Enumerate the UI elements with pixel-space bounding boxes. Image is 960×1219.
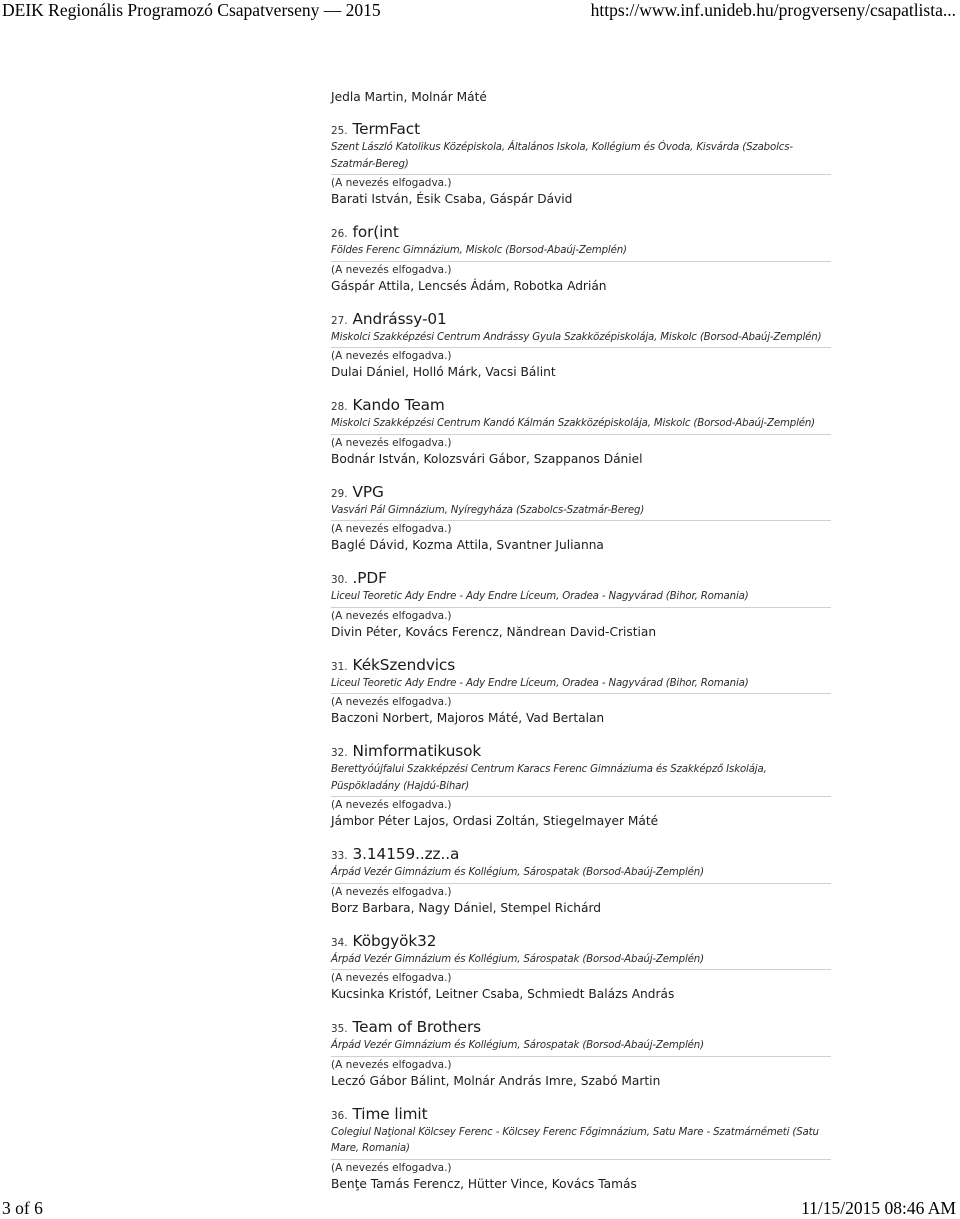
- team-number: 34.: [331, 936, 348, 949]
- registration-status: (A nevezés elfogadva.): [331, 609, 452, 622]
- team-name: KékSzendvics: [352, 655, 456, 674]
- print-datetime: 11/15/2015 08:46 AM: [801, 1198, 956, 1218]
- team-heading: [331, 118, 831, 140]
- team-name: Team of Brothers: [352, 1018, 481, 1036]
- registration-status: (A nevezés elfogadva.): [331, 350, 452, 362]
- team-members: Bodnár István, Kolozsvári Gábor, Szappanos Dániel: [331, 451, 643, 466]
- team-heading: [331, 394, 831, 416]
- registration-status: (A nevezés elfogadva.): [331, 263, 452, 276]
- team-entry: [331, 740, 831, 830]
- print-header: [0, 0, 960, 24]
- team-members: Barati István, Ésik Csaba, Gáspár Dávid: [331, 192, 573, 206]
- team-entry: [331, 654, 831, 728]
- team-number: 33.: [331, 850, 348, 862]
- page-number: 3 of 6: [2, 1198, 43, 1218]
- print-footer: [0, 1198, 960, 1218]
- team-entry: [331, 394, 831, 468]
- team-school: Miskolci Szakképzési Centrum Kandó Kálmán Szakközépiskolája, Miskolc (Borsod-Abaúj-Zemplén): [331, 416, 831, 435]
- teams-container: [331, 118, 831, 1193]
- team-heading: [331, 843, 831, 865]
- team-members: Gáspár Attila, Lencsés Ádám, Robotka Adrián: [331, 278, 607, 293]
- registration-status: (A nevezés elfogadva.): [331, 523, 452, 535]
- team-name: TermFact: [352, 120, 420, 138]
- print-header-title: DEIK Regionális Programozó Csapatverseny — 2015: [2, 0, 381, 20]
- team-entry: [331, 567, 831, 641]
- team-entry: [331, 1016, 831, 1090]
- registration-status: (A nevezés elfogadva.): [331, 177, 452, 189]
- team-number: 30.: [331, 574, 348, 586]
- team-name: Time limit: [352, 1104, 428, 1123]
- team-heading: [331, 740, 831, 762]
- team-school: Földes Ferenc Gimnázium, Miskolc (Borsod-Abaúj-Zemplén): [331, 243, 831, 262]
- team-name: VPG: [352, 482, 384, 501]
- team-heading: [331, 1103, 831, 1125]
- team-school: Vasvári Pál Gimnázium, Nyíregyháza (Szabolcs-Szatmár-Bereg): [331, 503, 831, 522]
- team-number: 31.: [331, 660, 348, 673]
- team-heading: [331, 930, 831, 952]
- team-name: .PDF: [352, 569, 387, 587]
- team-number: 28.: [331, 401, 348, 413]
- team-entry: [331, 1103, 831, 1193]
- team-number: 27.: [331, 314, 348, 327]
- team-members: Leczó Gábor Bálint, Molnár András Imre, Szabó Martin: [331, 1073, 661, 1088]
- team-members: Divin Péter, Kovács Ferencz, Năndrean David-Cristian: [331, 624, 657, 639]
- team-members: Baczoni Norbert, Majoros Máté, Vad Bertalan: [331, 711, 605, 725]
- team-school: Berettyóújfalui Szakképzési Centrum Karacs Ferenc Gimnáziuma és Szakképző Iskolája, Püspökladány (Hajdú-Bihar): [331, 762, 831, 797]
- team-heading: [331, 654, 831, 676]
- team-school: Árpád Vezér Gimnázium és Kollégium, Sárospatak (Borsod-Abaúj-Zemplén): [331, 1038, 831, 1057]
- team-members: Jedla Martin, Molnár Máté: [331, 90, 487, 104]
- team-school: Miskolci Szakképzési Centrum Andrássy Gyula Szakközépiskolája, Miskolc (Borsod-Abaúj-Zemplén): [331, 330, 831, 349]
- team-school: Liceul Teoretic Ady Endre - Ady Endre Líceum, Oradea - Nagyvárad (Bihor, Romania): [331, 676, 831, 695]
- team-members: Dulai Dániel, Holló Márk, Vacsi Bálint: [331, 365, 556, 379]
- team-heading: [331, 308, 831, 330]
- team-name: Kando Team: [352, 396, 445, 414]
- team-heading: [331, 481, 831, 503]
- team-number: 25.: [331, 125, 348, 137]
- team-number: 35.: [331, 1023, 348, 1035]
- team-school: Árpád Vezér Gimnázium és Kollégium, Sárospatak (Borsod-Abaúj-Zemplén): [331, 952, 831, 971]
- team-school: Szent László Katolikus Középiskola, Általános Iskola, Kollégium és Óvoda, Kisvárda (Szabolcs-Szatmár-Bereg): [331, 140, 831, 175]
- registration-status: (A nevezés elfogadva.): [331, 972, 452, 984]
- team-name: Andrássy-01: [352, 309, 447, 328]
- team-number: 32.: [331, 747, 348, 759]
- registration-status: (A nevezés elfogadva.): [331, 436, 452, 449]
- team-name: for(int: [352, 223, 399, 241]
- team-heading: [331, 221, 831, 243]
- registration-status: (A nevezés elfogadva.): [331, 1058, 452, 1071]
- team-entry: [331, 481, 831, 555]
- team-members: Kucsinka Kristóf, Leitner Csaba, Schmiedt Balázs András: [331, 987, 675, 1001]
- team-members: Baglé Dávid, Kozma Attila, Svantner Julianna: [331, 538, 604, 552]
- team-members: Borz Barbara, Nagy Dániel, Stempel Richárd: [331, 900, 602, 915]
- team-number: 36.: [331, 1109, 348, 1122]
- team-name: Nimformatikusok: [352, 742, 482, 760]
- team-number: 26.: [331, 228, 348, 240]
- team-school: Árpád Vezér Gimnázium és Kollégium, Sárospatak (Borsod-Abaúj-Zemplén): [331, 865, 831, 884]
- team-number: 29.: [331, 487, 348, 500]
- print-header-url: https://www.inf.unideb.hu/progverseny/csapatlista...: [590, 0, 956, 20]
- registration-status: (A nevezés elfogadva.): [331, 1161, 452, 1174]
- team-list: [331, 89, 831, 1206]
- team-school: Liceul Teoretic Ady Endre - Ady Endre Líceum, Oradea - Nagyvárad (Bihor, Romania): [331, 589, 831, 608]
- registration-status: (A nevezés elfogadva.): [331, 885, 452, 898]
- team-heading: [331, 567, 831, 589]
- team-heading: [331, 1016, 831, 1038]
- team-members: Jámbor Péter Lajos, Ordasi Zoltán, Stiegelmayer Máté: [331, 814, 659, 828]
- team-name: 3.14159..zz..a: [352, 845, 460, 863]
- team-school: Colegiul Naţional Kölcsey Ferenc - Kölcsey Ferenc Főgimnázium, Satu Mare - Szatmárnémeti (Satu Mare, Romania): [331, 1125, 831, 1160]
- registration-status: (A nevezés elfogadva.): [331, 799, 452, 811]
- team-members: Benţe Tamás Ferencz, Hütter Vince, Kovács Tamás: [331, 1176, 637, 1191]
- registration-status: (A nevezés elfogadva.): [331, 696, 452, 708]
- team-entry: [331, 308, 831, 382]
- team-entry: [331, 930, 831, 1004]
- team-entry: [331, 221, 831, 295]
- team-entry: [331, 843, 831, 917]
- team-name: Köbgyök32: [352, 931, 437, 950]
- team-entry: [331, 118, 831, 208]
